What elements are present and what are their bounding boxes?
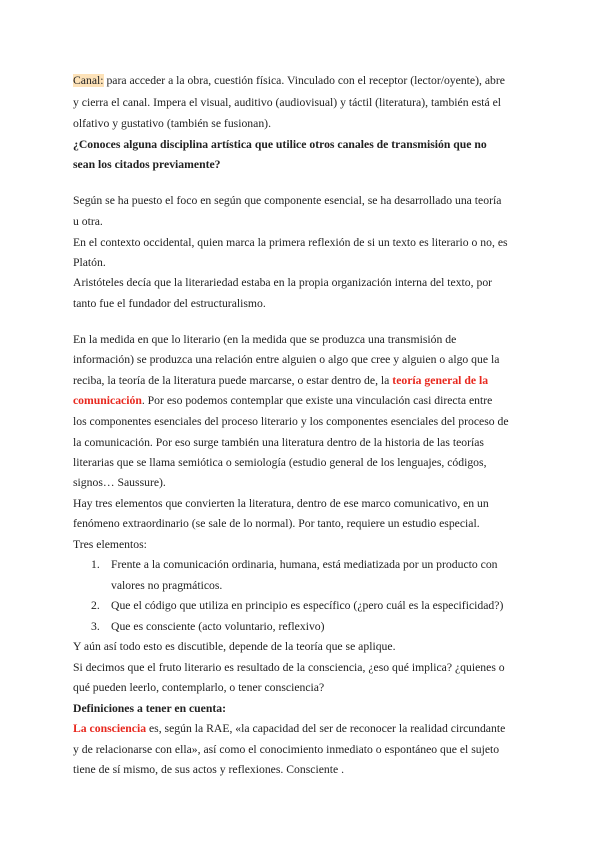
para1-line-1: Según se ha puesto el foco en según que componente esencial, se ha desarrollado una teoría: [73, 194, 502, 207]
definitions-heading: Definiciones a tener en cuenta:: [73, 702, 226, 715]
para2-line-9: Hay tres elementos que convierten la literatura, dentro de ese marco comunicativo, en un: [73, 497, 489, 510]
highlight-term-teoria: teoría general de la: [392, 374, 489, 387]
para2-line-2: información) se produzca una relación entre alguien o algo que cree y alguien o algo que la: [73, 353, 500, 366]
para2-line-11: Tres elementos:: [73, 538, 147, 551]
canal-term: Canal:: [73, 74, 104, 87]
para1-line-2: u otra.: [73, 215, 103, 228]
para2-line-7: literarias que se llama semiótica o semiología (estudio general de los lenguajes, códigos,: [73, 456, 487, 469]
highlight-term-comunicacion: comunicación: [73, 394, 142, 407]
para1-line-6: tanto fue el fundador del estructuralismo.: [73, 297, 266, 310]
list-item-text: Que el código que utiliza en principio es específico (¿pero cuál es la especificidad?): [111, 599, 504, 612]
list-item-2: [91, 599, 503, 613]
canal-line-2: y cierra el canal. Impera el visual, auditivo (audiovisual) y táctil (literatura), también está el: [73, 96, 502, 109]
para1-line-4: Platón.: [73, 256, 106, 269]
para3-line-2: Si decimos que el fruto literario es resultado de la consciencia, ¿eso qué implica? ¿quienes o: [73, 661, 505, 674]
para2-text: reciba, la teoría de la literatura puede marcarse, o estar dentro de, la: [73, 374, 393, 387]
para2-text: . Por eso podemos contemplar que existe una vinculación casi directa entre: [141, 394, 493, 407]
list-number: 1.: [91, 558, 100, 571]
para2-line-4: [73, 394, 492, 408]
list-item-text: Que es consciente (acto voluntario, reflexivo): [111, 620, 325, 633]
list-number: 2.: [91, 599, 100, 612]
para1-line-3: En el contexto occidental, quien marca la primera reflexión de si un texto es literario o no, es: [73, 236, 508, 249]
list-item-3: [91, 620, 325, 634]
definition-text: es, según la RAE, «la capacidad del ser de reconocer la realidad circundante: [146, 722, 506, 735]
list-item-text: Frente a la comunicación ordinaria, humana, está mediatizada por un producto con: [111, 558, 498, 571]
canal-line-1: [73, 74, 505, 88]
definition-term: La consciencia: [73, 722, 147, 735]
para3-line-3: qué pueden leerlo, contemplarlo, o tener consciencia?: [73, 681, 325, 694]
para1-line-5: Aristóteles decía que la literariedad estaba en la propia organización interna del texto, por: [73, 276, 493, 289]
list-number: 3.: [91, 620, 100, 633]
para2-line-5: los componentes esenciales del proceso literario y los componentes esenciales del proceso de: [73, 415, 509, 428]
question-line-1: ¿Conoces alguna disciplina artística que utilice otros canales de transmisión que no: [73, 138, 487, 151]
list-item-1: [91, 558, 498, 572]
definition-line-2: y de relacionarse con ella», así como el conocimiento inmediato o espontáneo que el sujeto: [73, 743, 500, 756]
canal-line-3: olfativo y gustativo (también se fusionan).: [73, 117, 271, 130]
list-item-1-continued: valores no pragmáticos.: [111, 579, 223, 592]
definition-line-1: [73, 722, 505, 736]
para2-line-1: En la medida en que lo literario (en la medida que se produzca una transmisión de: [73, 333, 457, 346]
canal-text: para acceder a la obra, cuestión física. Vinculado con el receptor (lector/oyente), abre: [103, 74, 505, 87]
para3-line-1: Y aún así todo esto es discutible, depende de la teoría que se aplique.: [73, 640, 396, 653]
para2-line-8: signos… Saussure).: [73, 476, 166, 489]
question-line-2: sean los citados previamente?: [73, 158, 221, 171]
para2-line-6: la comunicación. Por eso surge también una literatura dentro de la historia de las teorías: [73, 436, 484, 449]
para2-line-3: [73, 374, 488, 388]
para2-line-10: fenómeno extraordinario (se sale de lo normal). Por tanto, requiere un estudio especial.: [73, 517, 480, 530]
definition-line-3: tiene de sí mismo, de sus actos y reflexiones. Consciente .: [73, 763, 345, 776]
